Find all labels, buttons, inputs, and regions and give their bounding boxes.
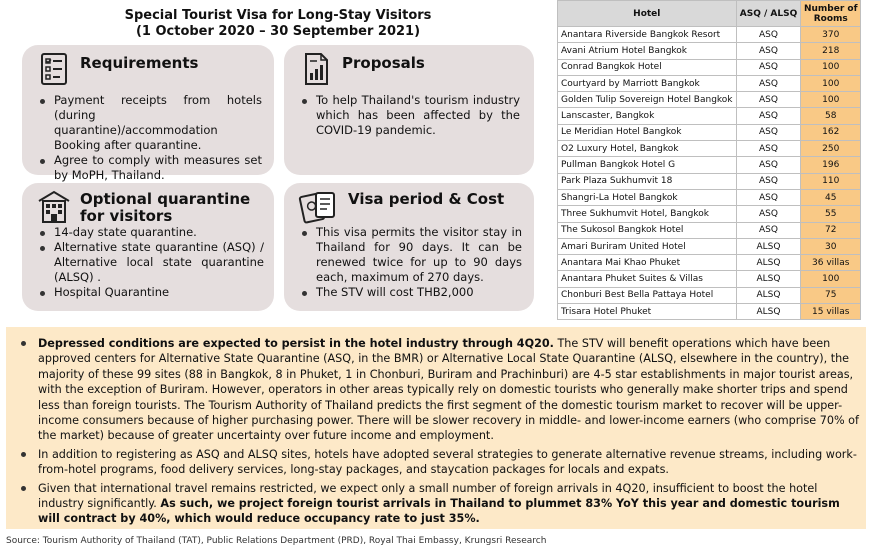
rooms-cell: 218 bbox=[801, 43, 861, 59]
table-row bbox=[558, 222, 861, 238]
table-row bbox=[558, 27, 861, 43]
table-row bbox=[558, 271, 861, 287]
document-chart-icon bbox=[298, 51, 334, 87]
requirements-card bbox=[22, 45, 274, 182]
table-row bbox=[558, 124, 861, 140]
proposals-heading: Proposals bbox=[342, 54, 425, 72]
commentary-item bbox=[14, 336, 859, 444]
type-cell: ASQ bbox=[736, 206, 801, 222]
type-cell: ASQ bbox=[736, 173, 801, 189]
rooms-cell: 36 villas bbox=[801, 255, 861, 271]
heading-line-1: Optional quarantine bbox=[80, 190, 251, 208]
type-cell: ASQ bbox=[736, 124, 801, 140]
type-cell: ASQ bbox=[736, 27, 801, 43]
table-row bbox=[558, 141, 861, 157]
rooms-cell: 72 bbox=[801, 222, 861, 238]
hotel-cell: Trisara Hotel Phuket bbox=[558, 304, 737, 320]
hotel-cell: Golden Tulip Sovereign Hotel Bangkok bbox=[558, 92, 737, 108]
hotel-cell: Anantara Riverside Bangkok Resort bbox=[558, 27, 737, 43]
type-cell: ALSQ bbox=[736, 271, 801, 287]
hotel-column-header: Hotel bbox=[558, 1, 737, 27]
type-cell: ASQ bbox=[736, 189, 801, 205]
rooms-cell: 30 bbox=[801, 238, 861, 254]
proposals-list bbox=[298, 93, 520, 138]
hotel-cell: Le Meridian Hotel Bangkok bbox=[558, 124, 737, 140]
table-header-row bbox=[558, 1, 861, 27]
table-row bbox=[558, 304, 861, 320]
rooms-cell: 75 bbox=[801, 287, 861, 303]
rooms-cell: 58 bbox=[801, 108, 861, 124]
type-cell: ALSQ bbox=[736, 238, 801, 254]
passport-ticket-icon bbox=[298, 189, 334, 225]
type-cell: ASQ bbox=[736, 92, 801, 108]
title-line-1: Special Tourist Visa for Long-Stay Visitors bbox=[124, 8, 432, 23]
rooms-cell: 15 villas bbox=[801, 304, 861, 320]
optional-quarantine-list bbox=[36, 225, 264, 300]
type-cell: ASQ bbox=[736, 75, 801, 91]
table-row bbox=[558, 238, 861, 254]
rooms-cell: 100 bbox=[801, 271, 861, 287]
table-row bbox=[558, 59, 861, 75]
hotel-cell: Anantara Mai Khao Phuket bbox=[558, 255, 737, 271]
hotel-cell: The Sukosol Bangkok Hotel bbox=[558, 222, 737, 238]
commentary-item bbox=[14, 481, 859, 527]
list-item: To help Thailand's tourism industry which has been affected by the COVID-19 pandemic. bbox=[298, 93, 520, 138]
table-row bbox=[558, 43, 861, 59]
visa-heading: Visa period & Cost bbox=[348, 190, 505, 208]
type-cell: ASQ bbox=[736, 157, 801, 173]
type-cell: ALSQ bbox=[736, 304, 801, 320]
table-row bbox=[558, 255, 861, 271]
rooms-cell: 110 bbox=[801, 173, 861, 189]
rooms-cell: 370 bbox=[801, 27, 861, 43]
commentary-item bbox=[14, 447, 859, 478]
type-cell: ASQ bbox=[736, 108, 801, 124]
heading-line-2: for visitors bbox=[80, 207, 173, 225]
commentary-text: Given that international travel remains restricted, we expect only a small number of foreign arrivals in 4Q20, insufficient to boost the hotel industry significantly. bbox=[38, 481, 818, 511]
rooms-cell: 162 bbox=[801, 124, 861, 140]
hotel-cell: Three Sukhumvit Hotel, Bangkok bbox=[558, 206, 737, 222]
table-row bbox=[558, 189, 861, 205]
hotel-cell: Pullman Bangkok Hotel G bbox=[558, 157, 737, 173]
type-cell: ASQ bbox=[736, 141, 801, 157]
list-item: Alternative state quarantine (ASQ) / Alternative local state quarantine (ALSQ) . bbox=[36, 240, 264, 285]
hotel-cell: Park Plaza Sukhumvit 18 bbox=[558, 173, 737, 189]
optional-quarantine-heading bbox=[80, 191, 250, 225]
hotel-table bbox=[557, 0, 861, 320]
rooms-cell: 250 bbox=[801, 141, 861, 157]
title-line-2: (1 October 2020 – 30 September 2021) bbox=[135, 24, 421, 39]
table-row bbox=[558, 92, 861, 108]
hotel-icon bbox=[36, 189, 72, 225]
list-item: This visa permits the visitor stay in Thailand for 90 days. It can be renewed twice for up to 90 days each, maximum of 270 days. bbox=[298, 225, 522, 285]
rooms-header-line-1: Number of bbox=[803, 3, 858, 14]
table-row bbox=[558, 173, 861, 189]
rooms-cell: 45 bbox=[801, 189, 861, 205]
table-row bbox=[558, 108, 861, 124]
table-row bbox=[558, 287, 861, 303]
page-title bbox=[8, 8, 548, 40]
type-cell: ASQ bbox=[736, 43, 801, 59]
rooms-cell: 100 bbox=[801, 75, 861, 91]
hotel-cell: Courtyard by Marriott Bangkok bbox=[558, 75, 737, 91]
commentary-text: The STV will benefit operations which have been approved centers for Alternative State Quarantine (ASQ, in the BMR) or Alternative Local State Quarantine (ALSQ, elsewhere in the country), the majority of these 99 sites (88 in Bangkok, 8 in Phuket, 1 in Chonburi, Buriram and Prachinburi) are 4-5 star establishments in major tourist areas, with the exception of Buriram. However, operators in other areas typically rely on domestic tourists who generally make shorter trips and spend less than foreign tourists. The Tourism Authority of Thailand predicts the first segment of the domestic tourism market to recover will be upper-income consumers because of higher purchasing power. There will be slower recovery in middle- and lower-income earners (who comprise 70% of the market) because of greater uncertainty over future income and employment. bbox=[38, 337, 859, 443]
type-cell: ALSQ bbox=[736, 287, 801, 303]
type-column-header: ASQ / ALSQ bbox=[736, 1, 801, 27]
table-row bbox=[558, 157, 861, 173]
visa-period-card bbox=[284, 183, 534, 311]
type-cell: ASQ bbox=[736, 222, 801, 238]
rooms-cell: 196 bbox=[801, 157, 861, 173]
checklist-icon bbox=[36, 51, 72, 87]
hotel-cell: Lanscaster, Bangkok bbox=[558, 108, 737, 124]
rooms-header-line-2: Rooms bbox=[813, 13, 848, 24]
hotel-cell: Chonburi Best Bella Pattaya Hotel bbox=[558, 287, 737, 303]
hotel-cell: O2 Luxury Hotel, Bangkok bbox=[558, 141, 737, 157]
hotel-cell: Anantara Phuket Suites & Villas bbox=[558, 271, 737, 287]
table-row bbox=[558, 206, 861, 222]
proposals-card bbox=[284, 45, 534, 175]
rooms-column-header bbox=[801, 1, 861, 27]
source-note: Source: Tourism Authority of Thailand (TAT), Public Relations Department (PRD), Royal Thai Embassy, Krungsri Research bbox=[6, 536, 547, 546]
list-item: 14-day state quarantine. bbox=[36, 225, 264, 240]
list-item: The STV will cost THB2,000 bbox=[298, 285, 522, 300]
commentary-bold-lead: Depressed conditions are expected to persist in the hotel industry through 4Q20. bbox=[38, 337, 554, 350]
requirements-heading: Requirements bbox=[80, 54, 199, 72]
rooms-cell: 100 bbox=[801, 59, 861, 75]
optional-quarantine-card bbox=[22, 183, 274, 311]
type-cell: ASQ bbox=[736, 59, 801, 75]
hotel-cell: Avani Atrium Hotel Bangkok bbox=[558, 43, 737, 59]
hotel-cell: Shangri-La Hotel Bangkok bbox=[558, 189, 737, 205]
table-row bbox=[558, 75, 861, 91]
type-cell: ALSQ bbox=[736, 255, 801, 271]
hotel-cell: Conrad Bangkok Hotel bbox=[558, 59, 737, 75]
rooms-cell: 100 bbox=[801, 92, 861, 108]
hotel-cell: Amari Buriram United Hotel bbox=[558, 238, 737, 254]
commentary-list bbox=[14, 336, 859, 530]
list-item: Agree to comply with measures set by MoPH, Thailand. bbox=[36, 153, 262, 183]
commentary-text: In addition to registering as ASQ and ALSQ sites, hotels have adopted several strategies to generate alternative revenue streams, including work-from-hotel programs, food delivery services, long-stay packages, and staycation packages for locals and expats. bbox=[38, 447, 857, 477]
commentary-bold-conclusion: As such, we project foreign tourist arrivals in Thailand to plummet 83% YoY this year and domestic tourism will contract by 40%, which would reduce occupancy rate to just 35%. bbox=[38, 497, 840, 526]
list-item: Payment receipts from hotels (during quarantine)/accommodation Booking after quarantine. bbox=[36, 93, 262, 153]
list-item: Hospital Quarantine bbox=[36, 285, 264, 300]
requirements-list bbox=[36, 93, 262, 183]
rooms-cell: 55 bbox=[801, 206, 861, 222]
commentary-box bbox=[6, 327, 866, 529]
visa-list bbox=[298, 225, 522, 300]
